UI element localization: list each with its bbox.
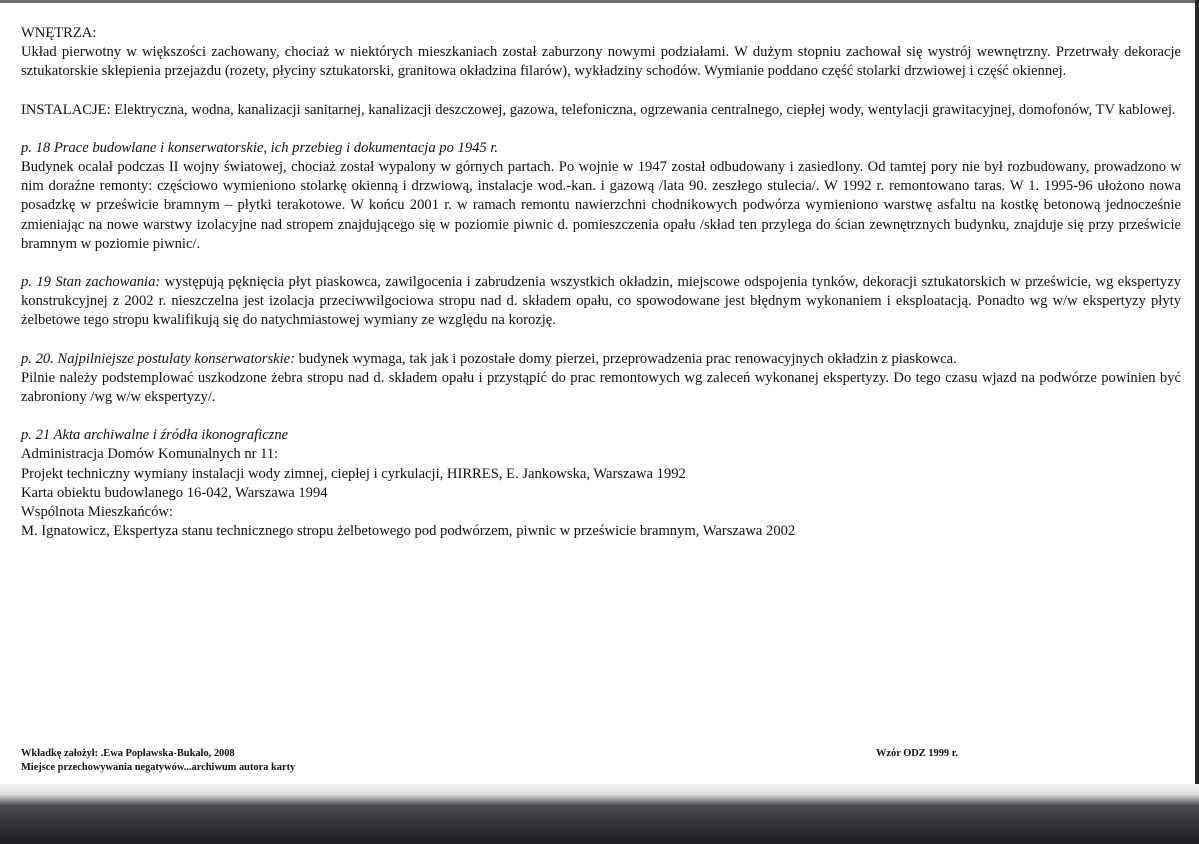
section-title-p18: p. 18 Prace budowlane i konserwatorskie, ich przebieg i dokumentacja po 1945 r. [21, 139, 499, 156]
section-text-p18: Budynek ocalał podczas II wojny światowej, chociaż został wypalony w górnych partach. Po wojnie w 1947 został odbudowany i zasiedlony. Od tamtej pory nie był rozbudowany, prowadzono w nim doraźne remonty: częściowo wymieniono stolarkę okienną i drzwiową, instalacje wod.-kan. i gazową /lata 90. zeszłego stulecia/. W 1992 r. remontowano taras. W 1. 1995-96 ułożono nowa posadzkę w prześwicie bramnym – płytki terakotowe. W końcu 2001 r. w ramach remontu nawierzchni chodnikowych podwórza wymieniono warstwę asfaltu na kostkę betonową jednocześnie zmieniając na nowe warstwy izolacyjne nad stropem znajdującego się w poziomie piwnic d. pomieszczenia opału /skład ten przylega do ścian zewnętrznych budynku, znajduje się przy prześwicie bramnym w poziomie piwnic/. [21, 159, 1181, 252]
section-p19 [21, 273, 1181, 331]
section-heading-wnetrza: WNĘTRZA: [21, 25, 97, 41]
section-text-wnetrza: Układ pierwotny w większości zachowany, chociaż w niektórych mieszkaniach został zaburzony nowymi podziałami. W dużym stopniu zachował się wystrój wewnętrzny. Przetrwały dekoracje sztukatorskie sklepienia przejazdu (rozety, płyciny sztukatorski, granitowa okładzina filarów), wykładziny schodów. Wymianie poddano część stolarki drzwiowej i część okiennej. [21, 44, 1181, 80]
section-text-instalacje: INSTALACJE: Elektryczna, wodna, kanalizacji sanitarnej, kanalizacji deszczowej, gazowa, telefoniczna, ogrzewania centralnego, ciepłej wody, wentylacji grawitacyjnej, domofonów, TV kablowej. [21, 101, 1176, 118]
section-p20 [21, 350, 1181, 369]
document-body [21, 24, 1181, 541]
section-title-p20: p. 20. Najpilniejsze postulaty konserwatorskie: [21, 350, 296, 367]
footer-left [21, 747, 295, 775]
archive-line: Administracja Domów Komunalnych nr 11: [21, 446, 279, 463]
scan-edge-right [1195, 0, 1199, 844]
scan-edge-top [0, 0, 1199, 3]
footer-template: Wzór ODZ 1999 r. [876, 748, 958, 759]
archive-line: Karta obiektu budowlanego 16-042, Warszawa 1994 [21, 484, 328, 501]
section-text-p19: występują pęknięcia płyt piaskowca, zawilgocenia i zabrudzenia wszystkich okładzin, miejscowe odspojenia tynków, dekoracji sztukatorskich w prześwicie, wg ekspertyzy konstrukcyjnej z 2002 r. nieszczelna jest izolacja przeciwwilgociowa stropu nad d. składem opału, co spowodowane jest błędnym wykonaniem i eksploatacją. Ponadto wg w/w ekspertyzy płyty żelbetowe tego stropu kwalifikują się do natychmiastowej wymiany ze względu na korozję. [21, 274, 1181, 329]
section-text-p20: budynek wymaga, tak jak i pozostałe domy pierzei, przeprowadzenia prac renowacyjnych okładzin z piaskowca. [295, 350, 957, 367]
archive-line: Projekt techniczny wymiany instalacji wody zimnej, ciepłej i cyrkulacji, HIRRES, E. Jankowska, Warszawa 1992 [21, 465, 686, 482]
section-title-p19: p. 19 Stan zachowania: [21, 274, 161, 291]
footer-storage: Miejsce przechowywania negatywów...archiwum autora karty [21, 762, 296, 773]
footer-author: Wkładkę założył: .Ewa Popławska-Bukało, 2008 [21, 748, 235, 759]
archive-line: Wspólnota Mieszkańców: [21, 504, 173, 521]
archive-line: M. Ignatowicz, Ekspertyza stanu technicznego stropu żelbetowego pod podwórzem, piwnic w prześwicie bramnym, Warszawa 2002 [21, 523, 796, 540]
section-title-p21: p. 21 Akta archiwalne i źródła ikonograficzne [21, 427, 289, 444]
scan-edge-bottom [0, 784, 1199, 844]
section-text-p20-second: Pilnie należy podstemplować uszkodzone żebra stropu nad d. składem opału i przystąpić do prac remontowych wg zaleceń wykonanej ekspertyzy. Do tego czasu wjazd na podwórze powinien być zabroniony /wg w/w ekspertyzy/. [21, 369, 1181, 406]
